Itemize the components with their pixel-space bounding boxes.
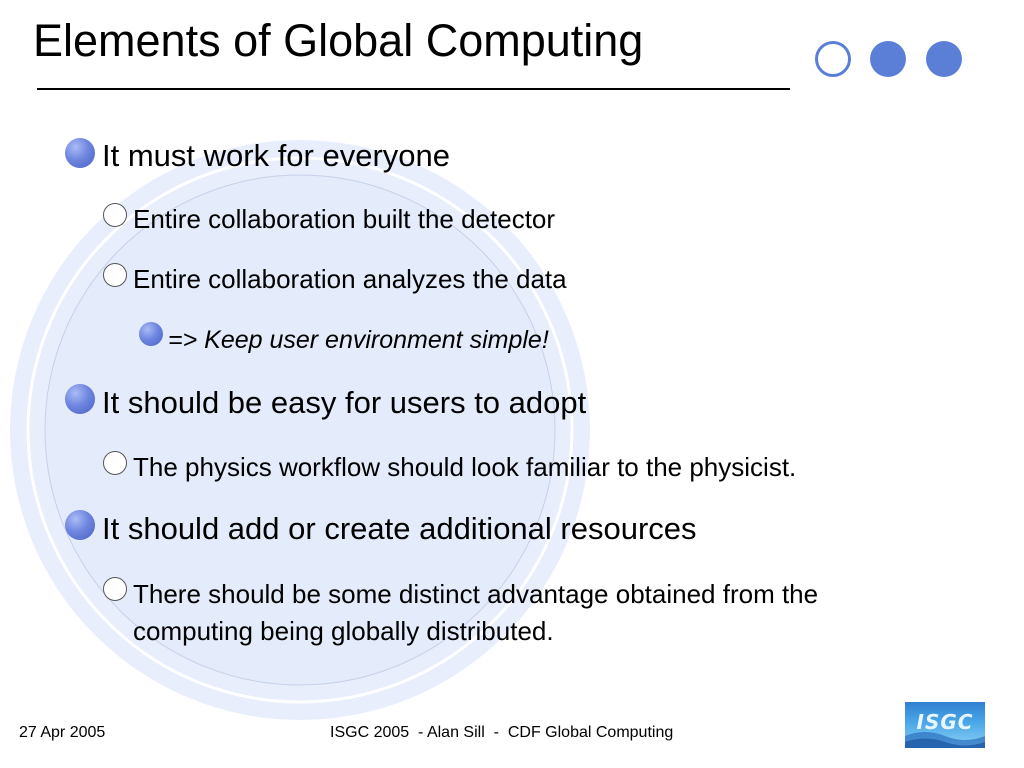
hollow-circle-bullet-icon [103, 577, 127, 601]
bullet-level1: It should add or create additional resources [102, 511, 697, 546]
bullet-level2-continuation: computing being globally distributed. [133, 616, 554, 646]
bullet-level1: It must work for everyone [102, 138, 451, 173]
slide-title: Elements of Global Computing [33, 15, 644, 66]
footer-date: 27 Apr 2005 [19, 724, 106, 741]
bullet-level2: There should be some distinct advantage obtained from the [133, 579, 819, 609]
footer-center-text: ISGC 2005 - Alan Sill - CDF Global Computing [330, 724, 674, 741]
bullet-level2: Entire collaboration analyzes the data [133, 264, 567, 294]
filled-circle-icon [870, 41, 906, 77]
bullet-level2: The physics workflow should look familiar to the physicist. [133, 452, 797, 482]
filled-circle-icon [926, 41, 962, 77]
bullet-level2: Entire collaboration built the detector [133, 204, 556, 234]
filled-circle-bullet-icon [65, 384, 95, 414]
title-underline [37, 88, 790, 90]
hollow-circle-bullet-icon [103, 451, 127, 475]
bullet-level1: It should be easy for users to adopt [102, 385, 587, 420]
bullet-level3: => Keep user environment simple! [168, 326, 549, 354]
filled-circle-bullet-icon [139, 322, 163, 346]
isgc-logo [905, 702, 985, 748]
filled-circle-bullet-icon [65, 138, 95, 168]
hollow-circle-bullet-icon [103, 263, 127, 287]
hollow-circle-bullet-icon [103, 203, 127, 227]
logo-text: ISGC [916, 710, 974, 734]
hollow-circle-icon [815, 41, 851, 77]
filled-circle-bullet-icon [65, 510, 95, 540]
